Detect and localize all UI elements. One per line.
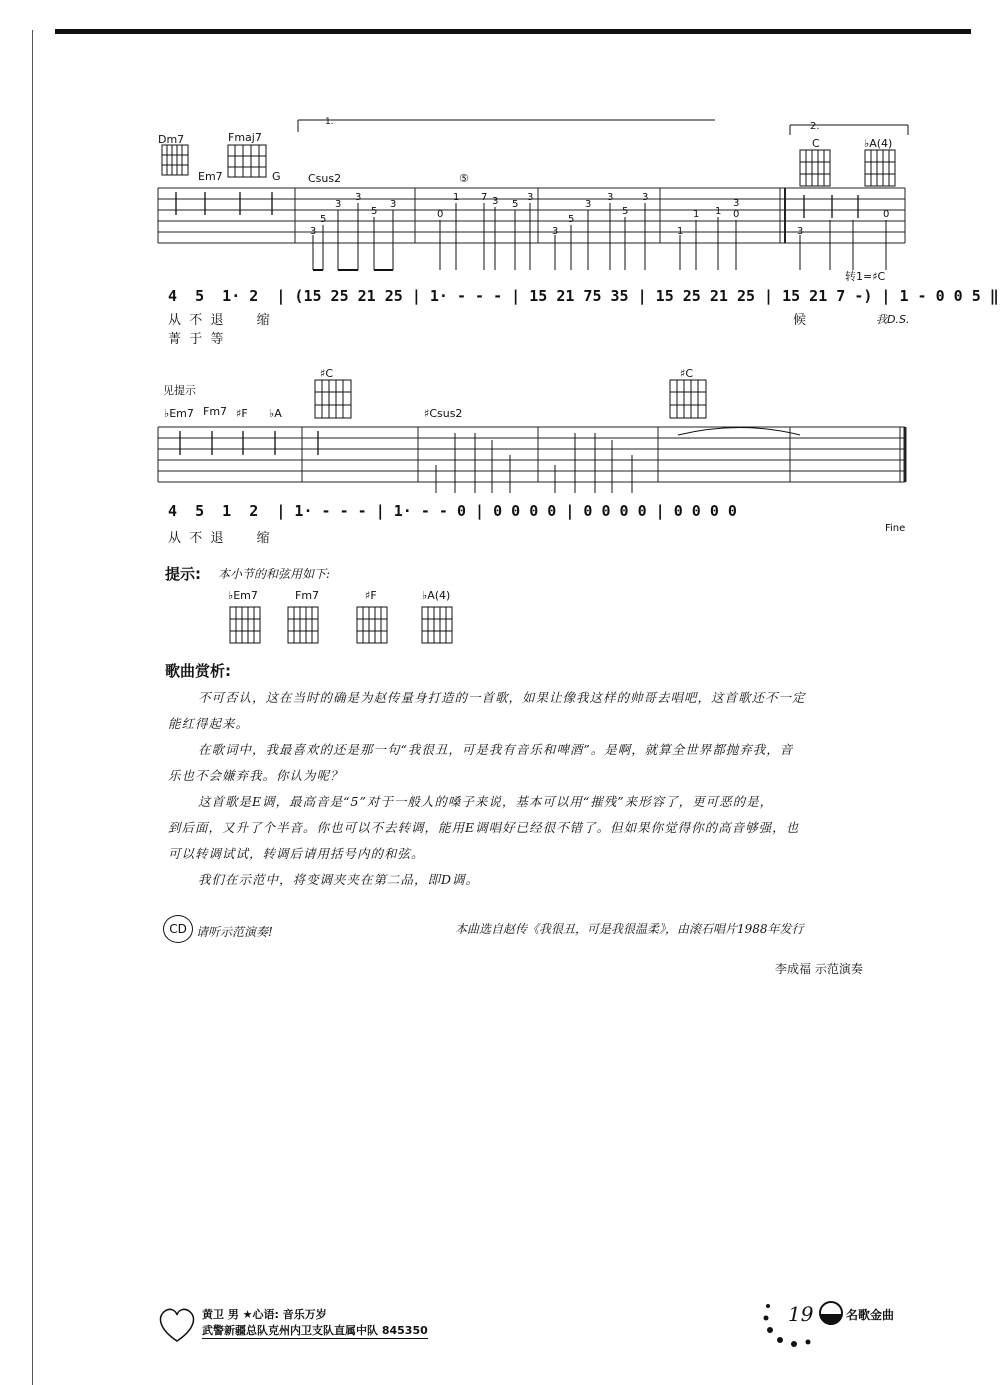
chord-fm7: Fm7 bbox=[203, 405, 228, 418]
chord-csharp-1: ♯C bbox=[320, 367, 334, 380]
svg-text:5: 5 bbox=[320, 214, 327, 225]
note-stems bbox=[313, 203, 886, 270]
lyric-line-1: 从 不 退 缩 bbox=[168, 313, 270, 328]
tip-chord-ebm7: ♭Em7 bbox=[228, 589, 258, 602]
chord-diagram-c bbox=[800, 150, 830, 186]
svg-text:5: 5 bbox=[512, 199, 519, 210]
chord-diagram-fmaj7 bbox=[228, 145, 266, 177]
chord-csharp-2: ♯C bbox=[680, 367, 694, 380]
tip-title: 提示: bbox=[165, 565, 201, 583]
chord-csus2: Csus2 bbox=[308, 172, 342, 185]
performer-credit: 李成福 示范演奏 bbox=[775, 962, 863, 976]
string-five-marker: ⑤ bbox=[459, 172, 469, 185]
para-line-8: 我们在示范中，将变调夹夹在第二品，即D调。 bbox=[198, 872, 480, 887]
volta-1-label: 1. bbox=[325, 117, 334, 127]
tip-chord-diagrams bbox=[210, 585, 480, 655]
appreciation-title: 歌曲赏析: bbox=[165, 662, 231, 680]
svg-text:0: 0 bbox=[437, 209, 444, 220]
lyric-line-2: 菁 于 等 bbox=[168, 332, 224, 347]
chord-diagram-csharp-2 bbox=[670, 380, 706, 418]
volta-1 bbox=[298, 117, 715, 132]
svg-text:3: 3 bbox=[355, 192, 362, 203]
heart-logo-icon bbox=[155, 1305, 200, 1345]
svg-text:3: 3 bbox=[310, 226, 317, 237]
svg-text:1: 1 bbox=[453, 192, 460, 203]
lyric-line-3: 从 不 退 缩 bbox=[168, 531, 270, 546]
svg-text:3: 3 bbox=[335, 199, 342, 210]
para-line-3: 在歌词中，我最喜欢的还是那一句“我很丑，可是我有音乐和啤酒”。是啊，就算全世界都抛弃我，音 bbox=[198, 742, 794, 757]
strum-arrows-2 bbox=[180, 431, 318, 455]
svg-text:1: 1 bbox=[715, 206, 722, 217]
svg-text:3: 3 bbox=[390, 199, 397, 210]
volta-2 bbox=[790, 121, 908, 135]
svg-text:3: 3 bbox=[527, 192, 534, 203]
volta-2-label: 2. bbox=[810, 121, 820, 132]
cd-listen-text: 请听示范演奏! bbox=[196, 925, 273, 939]
svg-text:5: 5 bbox=[371, 206, 378, 217]
cd-icon: CD bbox=[163, 915, 193, 943]
chord-em7: Em7 bbox=[198, 170, 223, 183]
chord-csharp-sus2: ♯Csus2 bbox=[424, 407, 463, 420]
svg-text:0: 0 bbox=[883, 209, 890, 220]
svg-text:1: 1 bbox=[693, 209, 700, 220]
para-line-6: 到后面，又升了个半音。你也可以不去转调，能用E调唱好已经很不错了。但如果你觉得你的高音够强，也 bbox=[168, 820, 800, 835]
svg-text:3: 3 bbox=[797, 226, 804, 237]
chord-c: C bbox=[812, 137, 820, 150]
para-line-1: 不可否认，这在当时的确是为赵传量身打造的一首歌，如果让像我这样的帅哥去唱吧，这首歌还不一定 bbox=[198, 690, 806, 705]
note-logo-icon bbox=[818, 1300, 844, 1326]
tip-text: 本小节的和弦用如下: bbox=[218, 567, 331, 581]
numbered-notation-1: 4 5 1· 2 | (15 25 21 25 | 1· - - - | 15 21 75 35 | 15 25 21 25 | 15 21 7 -) | 1 - 0 0 5 ‖ bbox=[168, 287, 999, 305]
chord-fmaj7: Fmaj7 bbox=[228, 131, 262, 144]
chord-diagram-csharp-1 bbox=[315, 380, 351, 418]
svg-text:3: 3 bbox=[552, 226, 559, 237]
tip-chord-fm7: Fm7 bbox=[295, 589, 320, 602]
tip-chord-fsharp: ♯F bbox=[365, 589, 377, 602]
svg-text:1: 1 bbox=[677, 226, 684, 237]
top-rule bbox=[55, 29, 971, 34]
para-line-7: 可以转调试试，转调后请用括号内的和弦。 bbox=[168, 846, 425, 861]
para-line-5: 这首歌是E调，最高音是“5”对于一般人的嗓子来说，基本可以用“摧残”来形容了，更可恶的是， bbox=[198, 794, 774, 809]
hint-label: 见提示 bbox=[163, 384, 196, 397]
svg-text:7: 7 bbox=[481, 192, 488, 203]
svg-text:3: 3 bbox=[733, 198, 740, 209]
para-line-4: 乐也不会嫌弃我。你认为呢？ bbox=[168, 768, 344, 783]
fine-marker: Fine bbox=[885, 523, 906, 534]
chord-fsharp: ♯F bbox=[236, 407, 248, 420]
svg-text:3: 3 bbox=[585, 199, 592, 210]
series-name: 名歌金曲 bbox=[846, 1308, 895, 1322]
chord-diagram-ab4 bbox=[865, 150, 895, 186]
chord-g: G bbox=[272, 170, 281, 183]
svg-text:5: 5 bbox=[622, 206, 629, 217]
footer-line-1: 黄卫 男 ★心语: 音乐万岁 bbox=[202, 1308, 327, 1321]
tab-staff-2 bbox=[150, 365, 920, 525]
footer-line-2: 武警新疆总队克州内卫支队直属中队 845350 bbox=[202, 1324, 428, 1337]
source-text: 本曲选自赵传《我很丑，可是我很温柔》，由滚石唱片1988年发行 bbox=[455, 922, 804, 936]
tab-lines-2 bbox=[158, 427, 905, 482]
svg-text:5: 5 bbox=[568, 214, 575, 225]
chord-ab4: ♭A(4) bbox=[864, 137, 893, 150]
page-number: 19 bbox=[788, 1302, 814, 1326]
numbered-notation-2: 4 5 1 2 | 1· - - - | 1· - - 0 | 0 0 0 0 | 0 0 0 0 | 0 0 0 0 bbox=[168, 502, 737, 520]
para-line-2: 能红得起来。 bbox=[168, 716, 250, 731]
svg-text:0: 0 bbox=[733, 209, 740, 220]
ds-marker: 我D.S. bbox=[876, 313, 910, 326]
chord-ebm7: ♭Em7 bbox=[164, 407, 194, 420]
svg-text:3: 3 bbox=[642, 192, 649, 203]
tip-chord-ab4: ♭A(4) bbox=[422, 589, 451, 602]
chord-ab: ♭A bbox=[269, 407, 282, 420]
svg-text:3: 3 bbox=[492, 196, 499, 207]
chord-dm7: Dm7 bbox=[158, 133, 185, 146]
left-margin-line bbox=[32, 30, 33, 1385]
key-change: 转1=♯C bbox=[845, 270, 886, 283]
chord-diagram-dm7 bbox=[162, 145, 188, 175]
svg-text:3: 3 bbox=[607, 192, 614, 203]
lyric-right: 候 bbox=[793, 313, 807, 328]
